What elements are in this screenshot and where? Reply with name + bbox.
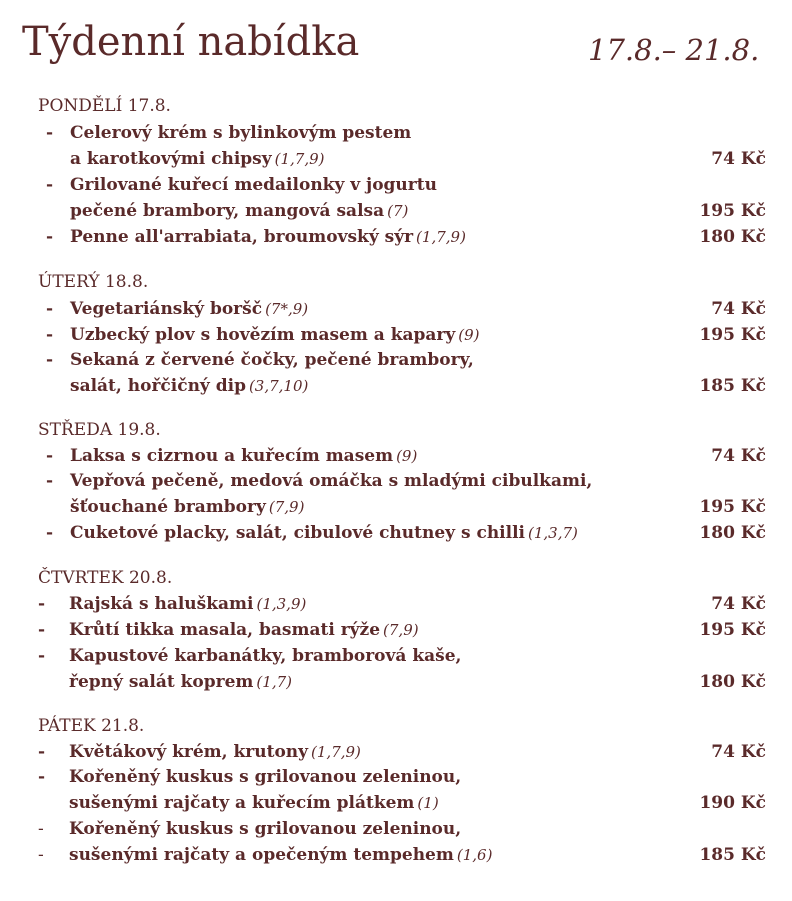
menu-item: - Kořeněný kuskus s grilovanou zeleninou, sušenými rajčaty a kuřecím plátkem (1) 190 Kč: [38, 764, 766, 816]
page-title: Týdenní nabídka: [22, 19, 360, 65]
allergens: (1,3,7): [528, 524, 578, 542]
price: 180 Kč: [699, 227, 766, 247]
menu-item: - Vegetariánský boršč (7*,9) 74 Kč: [46, 296, 766, 322]
allergens: (1,7,9): [311, 743, 361, 761]
menu-item: - Sekaná z červené čočky, pečené brambory, salát, hořčičný dip (3,7,10) 185 Kč: [46, 347, 766, 399]
price: 180 Kč: [699, 672, 766, 692]
allergens: (1,3,9): [256, 595, 307, 613]
price: 195 Kč: [699, 620, 766, 640]
day-heading-wednesday: STŘEDA 19.8.: [38, 420, 161, 440]
allergens: (7): [387, 202, 409, 220]
day-heading-monday: PONDĚLÍ 17.8.: [38, 96, 171, 116]
day-heading-friday: PÁTEK 21.8.: [38, 716, 145, 736]
price: 185 Kč: [699, 376, 766, 396]
menu-item: - Cuketové placky, salát, cibulové chutney s chilli (1,3,7) 180 Kč: [46, 520, 766, 546]
price: 195 Kč: [699, 497, 766, 517]
allergens: (1,7,9): [416, 228, 466, 246]
price: 180 Kč: [699, 523, 766, 543]
menu-item: - Laksa s cizrnou a kuřecím masem (9) 74 Kč: [46, 443, 766, 469]
price: 195 Kč: [699, 325, 766, 345]
day-heading-tuesday: ÚTERÝ 18.8.: [38, 272, 149, 292]
menu-item: - Krůtí tikka masala, basmati rýže (7,9) 195 Kč: [38, 617, 766, 643]
price: 195 Kč: [699, 201, 766, 221]
allergens: (9): [458, 326, 480, 344]
allergens: (1): [417, 794, 439, 812]
day-heading-thursday: ČTVRTEK 20.8.: [38, 568, 173, 588]
price: 185 Kč: [699, 845, 766, 865]
menu-item: - Kořeněný kuskus s grilovanou zeleninou, - sušenými rajčaty a opečeným tempehem (1,6) 185 Kč: [38, 816, 766, 868]
allergens: (7*,9): [265, 300, 309, 318]
allergens: (7,9): [383, 621, 419, 639]
menu-item: - Květákový krém, krutony (1,7,9) 74 Kč: [38, 739, 766, 765]
date-range: 17.8.– 21.8.: [588, 33, 760, 67]
menu-item: - Uzbecký plov s hovězím masem a kapary (9) 195 Kč: [46, 322, 766, 348]
price: 190 Kč: [699, 793, 766, 813]
allergens: (1,7,9): [274, 150, 325, 168]
menu-item: - Vepřová pečeně, medová omáčka s mladými cibulkami, šťouchané brambory (7,9) 195 Kč: [46, 468, 766, 520]
allergens: (3,7,10): [248, 377, 309, 395]
allergens: (1,6): [456, 846, 493, 864]
price: 74 Kč: [711, 299, 766, 319]
price: 74 Kč: [711, 742, 766, 762]
allergens: (9): [396, 447, 418, 465]
price: 74 Kč: [711, 594, 766, 614]
menu-item: - Grilované kuřecí medailonky v jogurtu pečené brambory, mangová salsa (7) 195 Kč: [46, 172, 766, 224]
allergens: (7,9): [268, 498, 305, 516]
price: 74 Kč: [711, 149, 766, 169]
price: 74 Kč: [711, 446, 766, 466]
menu-item: - Kapustové karbanátky, bramborová kaše, řepný salát koprem (1,7) 180 Kč: [38, 643, 766, 695]
allergens: (1,7): [256, 673, 292, 691]
menu-item: - Rajská s haluškami (1,3,9) 74 Kč: [38, 591, 766, 617]
menu-item: - Celerový krém s bylinkovým pestem a karotkovými chipsy (1,7,9) 74 Kč: [46, 120, 766, 172]
menu-item: - Penne all'arrabiata, broumovský sýr (1,7,9) 180 Kč: [46, 224, 766, 250]
